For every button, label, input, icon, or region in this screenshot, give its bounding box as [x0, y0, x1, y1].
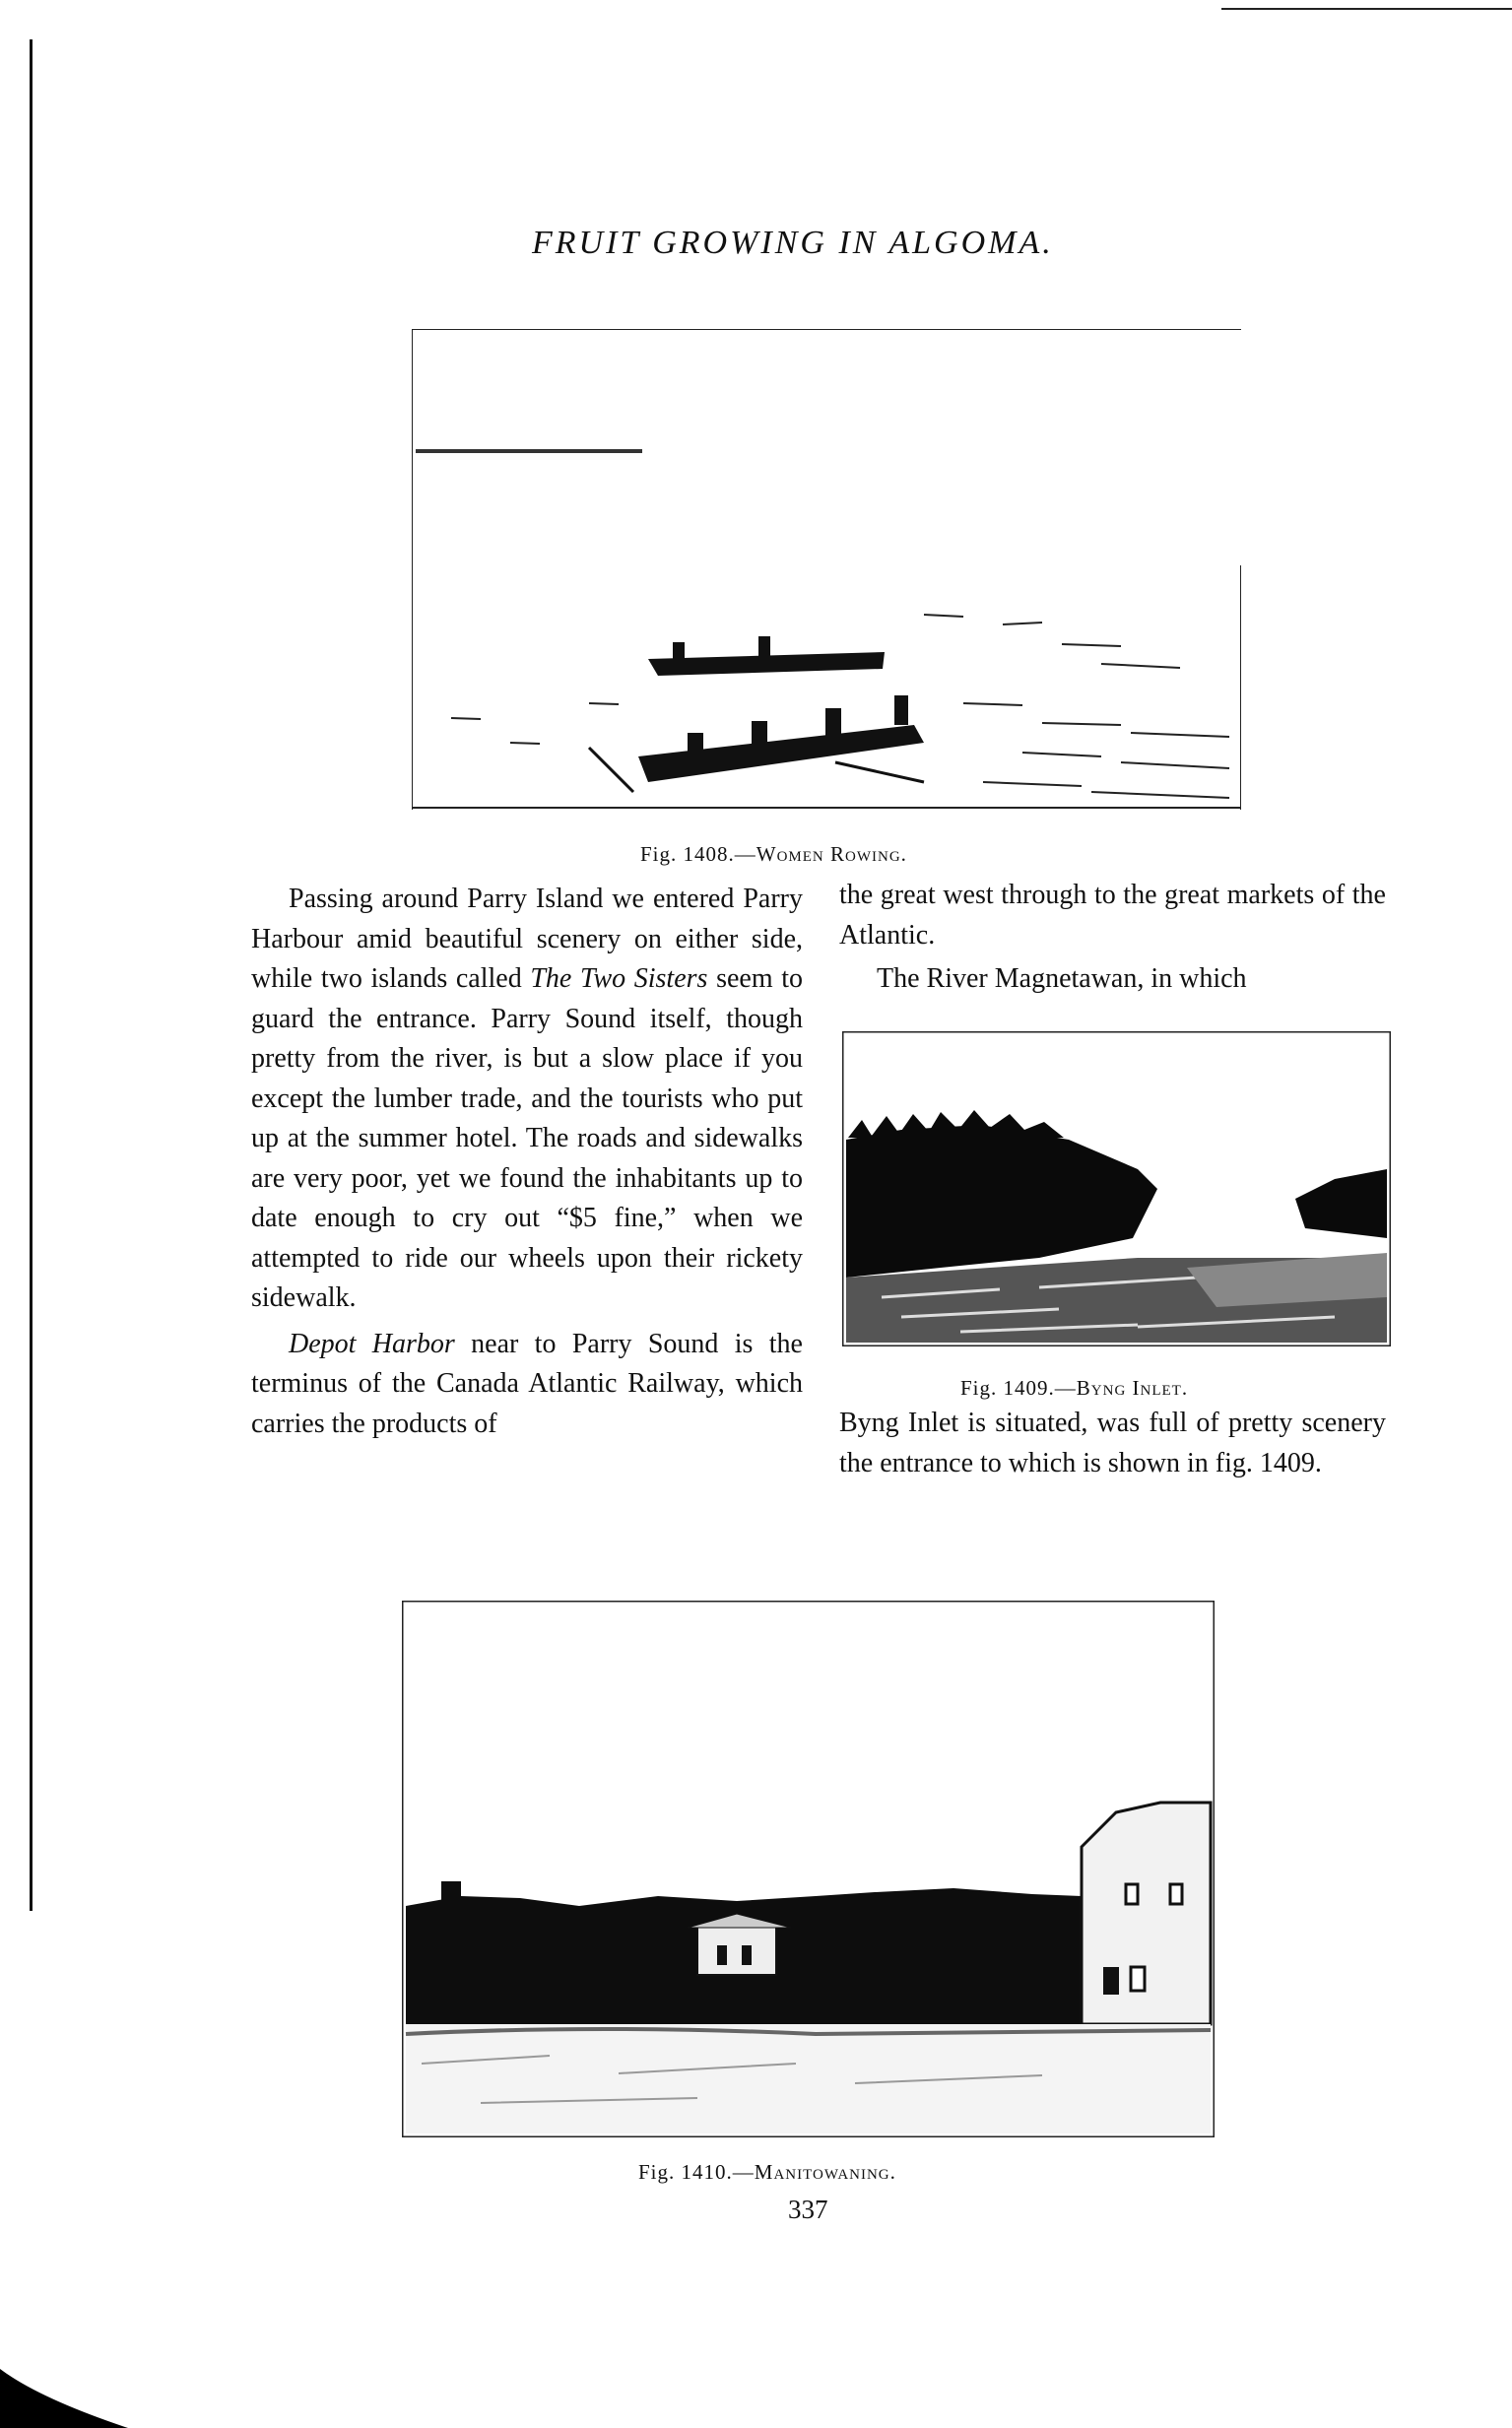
right-paragraph-3: Byng Inlet is situated, was full of pretty scenery the entrance to which is shown in fig. 1409. — [839, 1408, 1386, 1478]
figure-1410-manitowaning — [402, 1601, 1215, 2137]
left-paragraph-2-italic: Depot Harbor — [289, 1328, 455, 1359]
left-paragraph-1-italic: The Two Sisters — [530, 963, 708, 994]
left-paragraph-1-text-b: seem to guard the entrance. Parry Sound itself, though pretty from the river, is but a slow place if you except the lumber trade, and the tourists who put up at the summer hotel. The roads and sidewalks are very poor, yet we found the inhabitants up to date enough to cry out “$5 fine,” when we attempted to ride our wheels upon their rickety sidewalk. — [251, 963, 803, 1313]
scan-edge-left — [30, 39, 33, 1911]
figure-1409-caption-title: Byng Inlet. — [1076, 1376, 1189, 1400]
figure-1409-byng-inlet — [842, 1031, 1391, 1346]
right-column-bottom — [839, 1404, 1386, 1483]
left-paragraph-1-text-a: Passing around Parry Island we entered Parry Harbour amid beautiful scenery on either side, while two islands called — [251, 884, 803, 994]
figure-1409-caption-prefix: Fig. 1409.— — [960, 1376, 1077, 1400]
scan-corner-shadow — [0, 2359, 128, 2428]
figure-1408-caption — [640, 842, 907, 867]
figure-1410-caption-prefix: Fig. 1410.— — [638, 2160, 755, 2184]
left-column — [251, 880, 803, 1444]
figure-1409-caption — [960, 1376, 1188, 1401]
figure-1408-caption-prefix: Fig. 1408.— — [640, 842, 756, 866]
figure-1408-women-rowing — [412, 329, 1241, 810]
scan-edge-top — [1221, 8, 1512, 10]
left-paragraph-1 — [251, 880, 803, 1319]
right-column-top — [839, 876, 1386, 1000]
right-paragraph-1: the great west through to the great markets of the Atlantic. — [839, 880, 1386, 951]
figure-1408-caption-title: Women Rowing. — [756, 842, 907, 866]
figure-1410-caption-title: Manitowaning. — [754, 2160, 896, 2184]
running-head: FRUIT GROWING IN ALGOMA. — [532, 225, 1054, 261]
figure-1410-caption — [638, 2160, 896, 2185]
left-paragraph-2-text: near to Parry Sound is the terminus of the Canada Atlantic Railway, which carries the products of — [251, 1328, 803, 1439]
right-paragraph-2: The River Magnetawan, in which — [877, 963, 1247, 994]
left-paragraph-2 — [251, 1325, 803, 1445]
page-number: 337 — [788, 2195, 828, 2224]
